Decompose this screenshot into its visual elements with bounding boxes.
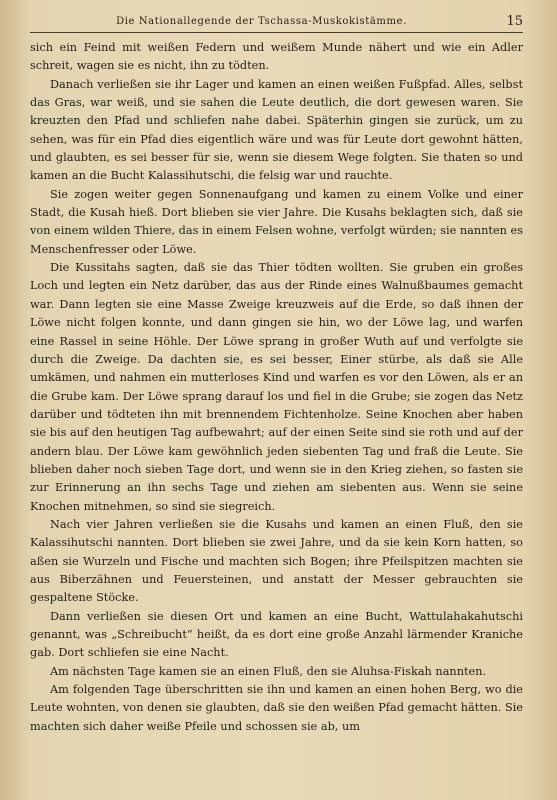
paragraph-2: Danach verließen sie ihr Lager und kamen an einen weißen Fußpfad. Alles, selbst das Gras, war weiß, und sie sahen die Leute deutlich, die dort gewesen waren. Sie kreuzten den Pfad und schliefen nahe dabei. Späterhin gingen sie zurück, um zu sehen, was für ein Pfad dies eigentlich wäre und was für Leute dort gewohnt hätten, und glaubten, es sei besser für sie, wenn sie diesem Wege folgten. Sie thaten so und kamen an die Bucht Kalassihutschi, die felsig war und rauchte. <box>30 77 523 183</box>
paragraph-8: Am folgenden Tage überschritten sie ihn und kamen an einen hohen Berg, wo die Leute wohnten, von denen sie glaubten, daß sie den weißen Pfad gemacht hätten. Sie machten sich daher weiße Pfeile und schossen sie ab, um <box>30 683 523 733</box>
running-head <box>30 14 523 33</box>
running-title: Die Nationallegende der Tschassa-Muskokistämme. <box>116 16 407 27</box>
body-text <box>30 39 523 736</box>
paragraph-4: Die Kussitahs sagten, daß sie das Thier tödten wollten. Sie gruben ein großes Loch und legten ein Netz darüber, das aus der Rinde eines Walnußbaumes gemacht war. Dann legten sie eine Masse Zweige kreuzweis auf die Erde, so daß ihnen der Löwe nicht folgen konnte, und dann gingen sie hin, wo der Löwe lag, und warfen eine Rassel in seine Höhle. Der Löwe sprang in großer Wuth auf und verfolgte sie durch die Zweige. Da dachten sie, es sei besser, Einer stürbe, als daß sie Alle umkämen, und nahmen ein mutterloses Kind und warfen es vor den Löwen, als er an die Grube kam. Der Löwe sprang darauf los und fiel in die Grube; sie zogen das Netz darüber und tödteten ihn mit brennendem Fichtenholze. Seine Knochen aber haben sie bis auf den heutigen Tag aufbewahrt; auf der einen Seite sind sie roth und auf der andern blau. Der Löwe kam gewöhnlich jeden siebenten Tag und fraß die Leute. Sie blieben daher noch sieben Tage dort, und wenn sie in den Krieg ziehen, so fasten sie zur Erinnerung an ihn sechs Tage und ziehen am siebenten aus. Wenn sie seine Knochen mitnehmen, so sind sie siegreich. <box>30 261 523 513</box>
paragraph-3: Sie zogen weiter gegen Sonnenaufgang und kamen zu einem Volke und einer Stadt, die Kusah hieß. Dort blieben sie vier Jahre. Die Kusahs beklagten sich, daß sie von einem wilden Thiere, das in einem Felsen wohne, verfolgt würden; sie nannten es Menschenfresser oder Löwe. <box>30 187 524 256</box>
page-number: 15 <box>506 14 523 29</box>
paragraph-7: Am nächsten Tage kamen sie an einen Fluß, den sie Aluhsa-Fiskah nannten. <box>50 664 487 678</box>
paragraph-6: Dann verließen sie diesen Ort und kamen an eine Bucht, Wattulahakahutschi genannt, was „Schreibucht“ heißt, da es dort eine große Anzahl lärmender Kraniche gab. Dort schliefen sie eine Nacht. <box>30 609 523 660</box>
paragraph-5: Nach vier Jahren verließen sie die Kusahs und kamen an einen Fluß, den sie Kalassihutschi nannten. Dort blieben sie zwei Jahre, und da sie kein Korn hatten, so aßen sie Wurzeln und Fische und machten sich Bogen; ihre Pfeilspitzen machten sie aus Biberzähnen und Feuersteinen, und anstatt der Messer gebrauchten sie gespaltene Stöcke. <box>30 517 523 605</box>
paragraph-1: sich ein Feind mit weißen Federn und weißem Munde nähert und wie ein Adler schreit, wagen sie es nicht, ihn zu tödten. <box>30 41 523 73</box>
